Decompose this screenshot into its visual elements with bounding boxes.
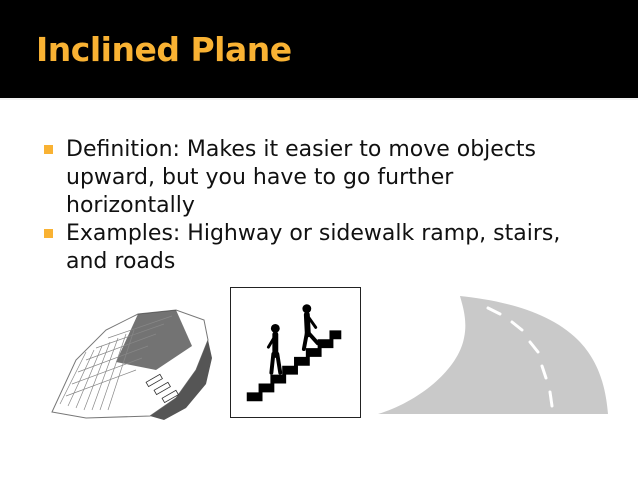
title-bar (0, 0, 638, 100)
bullet-text: Examples: Highway or sidewalk ramp, stairs, and roads (66, 221, 561, 274)
road-graphic (378, 290, 610, 416)
sidewalk-ramp-drawing (46, 300, 214, 422)
bullet-square-icon (44, 145, 53, 154)
bullet-text: Definition: Makes it easier to move objects upward, but you have to go further horizontally (66, 137, 537, 218)
stairs-icon (230, 287, 361, 418)
bullet-item-examples (44, 220, 604, 276)
bullet-item-definition (44, 136, 604, 220)
bullet-list (44, 136, 604, 276)
bullet-square-icon (44, 229, 53, 238)
slide-title: Inclined Plane (36, 30, 292, 69)
